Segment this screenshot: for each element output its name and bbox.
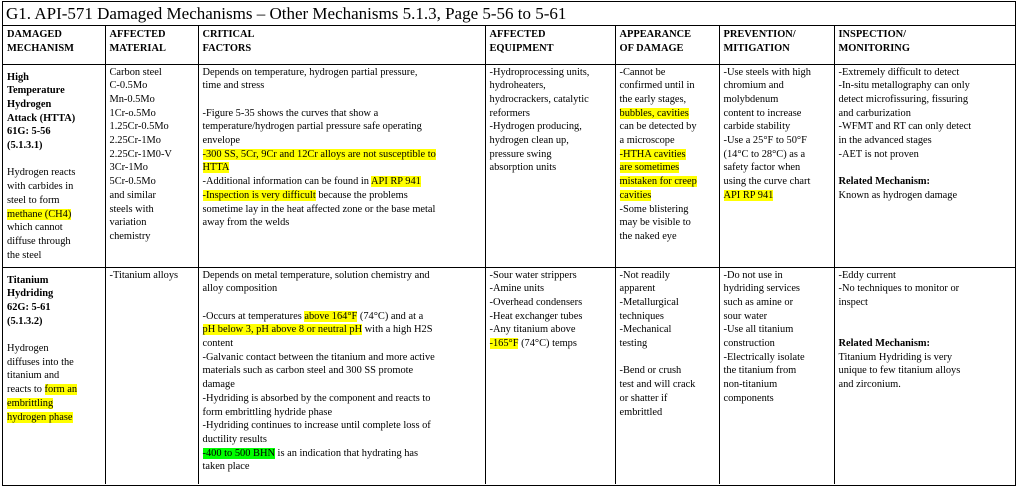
text-line: -Electrically isolate — [723, 351, 805, 363]
highlight: are sometimes — [619, 162, 680, 174]
text-line: (5.1.3.2) — [7, 315, 43, 327]
text-line: Attack (HTTA) — [7, 112, 76, 124]
text-line: 1.25Cr-0.5Mo — [109, 121, 169, 133]
text-line: can be detected by — [619, 121, 697, 133]
text-line: 2.25Cr-1M0-V — [109, 148, 172, 160]
text-line: components — [723, 392, 774, 404]
text-line: C-0.5Mo — [109, 80, 148, 92]
text-line — [203, 189, 482, 203]
highlight: cavities — [619, 189, 652, 201]
mechanism-cell — [3, 64, 105, 267]
text-line: titanium and — [7, 370, 60, 382]
text-line — [7, 397, 102, 411]
text-line — [7, 208, 102, 222]
header-row — [3, 26, 1015, 64]
text-line: Hydrogen — [7, 343, 49, 354]
text-line: -Hydriding is absorbed by the component and reacts to — [202, 392, 431, 404]
text-line — [490, 337, 612, 351]
text-line: and similar — [109, 189, 156, 201]
text-line: -Mechanical — [619, 324, 672, 336]
damage-mechanism-table — [3, 26, 1015, 484]
text-line: steel to form — [7, 194, 60, 206]
text-line: Carbon steel — [109, 66, 162, 78]
material-cell — [105, 64, 198, 267]
highlight: API RP 941 — [371, 176, 421, 188]
highlight: pH below 3, pH above 8 or neutral pH — [202, 324, 363, 336]
text-line: MONITORING — [838, 42, 910, 54]
text-line: -In-situ metallography can only — [838, 80, 970, 92]
text-line: the titanium from — [723, 365, 797, 377]
text-line: Hydrogen — [7, 98, 52, 110]
text-line: FACTORS — [202, 42, 252, 54]
text-line: Depends on temperature, hydrogen partial pressure, — [202, 66, 418, 78]
text-line: content — [202, 338, 234, 349]
text-line: in the advanced stages — [838, 135, 932, 147]
text-line: Hydriding — [7, 288, 54, 300]
mechanism-cell — [3, 267, 105, 484]
text-line: -Do not use in — [723, 269, 783, 281]
text-line: AFFECTED — [109, 29, 166, 40]
text-line: High — [7, 71, 29, 83]
text-line: Depends on metal temperature, solution chemistry and — [202, 269, 430, 281]
text-line — [620, 148, 716, 162]
text-line: -Any titanium above — [489, 324, 576, 336]
text-line: 62G: 5-61 — [7, 301, 51, 313]
text-line: temperature/hydrogen partial pressure safe operating — [202, 121, 422, 133]
text-line: AFFECTED — [489, 29, 546, 40]
spacer — [839, 161, 1013, 175]
text-line: -Hydrogen producing, — [489, 121, 582, 133]
equipment-cell — [485, 64, 615, 267]
text-line: because the problems — [315, 189, 408, 201]
highlight: methane (CH4) — [7, 208, 72, 220]
text-line: sometime lay in the heat affected zone or the base metal — [202, 203, 436, 215]
factors-cell — [198, 267, 485, 484]
text-line: -Galvanic contact between the titanium and more active — [202, 351, 435, 363]
text-line: apparent — [619, 283, 656, 295]
text-line: Temperature — [7, 85, 65, 97]
text-line: with a high H2S — [362, 324, 433, 336]
text-line — [203, 323, 482, 337]
text-line: pressure swing — [489, 148, 552, 160]
page-title: G1. API-571 Damaged Mechanisms – Other Mechanisms 5.1.3, Page 5-56 to 5-61 — [3, 2, 1015, 26]
highlight: mistaken for creep — [619, 176, 697, 188]
text-line: -Use steels with high — [723, 66, 811, 78]
text-line: alloy composition — [202, 283, 278, 295]
header-inspection-monitoring — [834, 26, 1015, 64]
text-line: diffuse through — [7, 235, 71, 247]
table-row — [3, 267, 1015, 484]
spacer — [203, 296, 482, 310]
highlight: -300 SS, 5Cr, 9Cr and 12Cr alloys are not susceptible to — [202, 148, 436, 160]
highlight: -HTHA cavities — [619, 148, 686, 160]
text-line: ductility results — [202, 433, 267, 445]
related-mechanism-label: Related Mechanism: — [838, 176, 930, 188]
text-line: 1Cr-o.5Mo — [109, 107, 156, 119]
appearance-cell — [615, 64, 719, 267]
factors-cell — [198, 64, 485, 267]
highlight: hydrogen phase — [7, 411, 73, 423]
prevention-cell — [719, 267, 834, 484]
text-line: -Metallurgical — [619, 296, 679, 308]
text-line: Titanium Hydriding is very — [838, 351, 953, 363]
spacer — [839, 310, 1013, 324]
text-line: (14°C to 28°C) as a — [723, 148, 806, 160]
highlight: API RP 941 — [723, 189, 774, 201]
text-line: chemistry — [109, 230, 151, 242]
text-line: 61G: 5-56 — [7, 126, 51, 138]
text-line: time and stress — [202, 80, 265, 92]
header-critical-factors — [198, 26, 485, 64]
text-line: Mn-0.5Mo — [109, 93, 155, 105]
text-line: -Heat exchanger tubes — [489, 310, 583, 322]
equipment-cell — [485, 267, 615, 484]
text-line — [203, 310, 482, 324]
text-line: variation — [109, 217, 147, 229]
highlight: -400 to 500 BHN — [202, 447, 275, 459]
text-line: -Overhead condensers — [489, 296, 583, 308]
text-line: form embrittling hydride phase — [202, 406, 333, 418]
text-line: -No techniques to monitor or — [838, 283, 960, 295]
header-affected-equipment — [485, 26, 615, 64]
document-page — [2, 1, 1016, 486]
text-line: and zirconium. — [838, 379, 901, 391]
text-line — [203, 161, 482, 175]
text-line: -Figure 5-35 shows the curves that show a — [202, 107, 379, 119]
text-line: hydriding services — [723, 283, 800, 295]
text-line: such as amine or — [723, 296, 794, 308]
text-line: MITIGATION — [723, 42, 790, 54]
text-line: reformers — [489, 107, 530, 119]
text-line: -Amine units — [489, 283, 545, 295]
text-line: taken place — [202, 461, 250, 473]
text-line: -Not readily — [619, 269, 670, 281]
text-line: Titanium — [7, 274, 49, 286]
text-line: DAMAGED — [7, 29, 62, 40]
text-line: chromium and — [723, 80, 784, 92]
spacer — [620, 351, 716, 365]
text-line: -Some blistering — [619, 203, 689, 215]
spacer — [7, 328, 102, 342]
text-line: diffuses into the — [7, 356, 74, 368]
text-line — [7, 383, 102, 397]
text-line: -Titanium alloys — [109, 269, 179, 281]
text-line: (5.1.3.1) — [7, 140, 43, 152]
text-line: absorption units — [489, 162, 557, 174]
spacer — [839, 323, 1013, 337]
text-line: away from the welds — [202, 217, 290, 229]
text-line: is an indication that hydrating has — [274, 447, 419, 459]
text-line: Known as hydrogen damage — [838, 189, 958, 201]
text-line — [620, 175, 716, 189]
highlight: form an — [44, 384, 78, 396]
text-line: 2.25Cr-1Mo — [109, 135, 161, 147]
text-line: test and will crack — [619, 379, 696, 391]
text-line: EQUIPMENT — [489, 42, 554, 54]
text-line — [203, 175, 482, 189]
text-line: MECHANISM — [7, 42, 74, 54]
text-line: -Sour water strippers — [489, 269, 577, 281]
text-line: a microscope — [619, 135, 675, 147]
text-line — [7, 411, 102, 425]
highlight: bubbles, cavities — [619, 107, 689, 119]
header-prevention-mitigation — [719, 26, 834, 64]
text-line: techniques — [619, 310, 664, 322]
text-line: -Eddy current — [838, 269, 896, 281]
text-line — [620, 161, 716, 175]
text-line: steels with — [109, 203, 154, 215]
text-line: and carburization — [838, 107, 911, 119]
inspection-cell — [834, 64, 1015, 267]
text-line: reacts to — [7, 384, 45, 396]
text-line: the steel — [7, 249, 42, 261]
text-line: the early stages, — [619, 93, 687, 105]
header-appearance-of-damage — [615, 26, 719, 64]
text-line: -Use a 25°F to 50°F — [723, 135, 807, 147]
text-line: may be visible to — [619, 217, 691, 229]
text-line: -Use all titanium — [723, 324, 794, 336]
text-line: (74°C) and at a — [357, 310, 424, 322]
text-line: sour water — [723, 310, 768, 322]
text-line — [620, 107, 716, 121]
highlight: -165°F — [489, 338, 519, 350]
text-line: hydroheaters, — [489, 80, 546, 92]
text-line: molybdenum — [723, 93, 779, 105]
text-line: APPEARANCE — [619, 29, 692, 40]
related-mechanism-label: Related Mechanism: — [838, 337, 930, 349]
text-line: -Hydriding continues to increase until complete loss of — [202, 420, 431, 432]
spacer — [203, 93, 482, 107]
text-line: construction — [723, 338, 775, 350]
text-line: hydrogen clean up, — [489, 135, 569, 147]
text-line: MATERIAL — [109, 42, 166, 54]
text-line: envelope — [202, 135, 241, 146]
text-line — [620, 189, 716, 203]
appearance-cell — [615, 267, 719, 484]
text-line: CRITICAL — [202, 29, 255, 40]
text-line: carbide stability — [723, 121, 791, 133]
text-line: OF DAMAGE — [619, 42, 684, 54]
table-row — [3, 64, 1015, 267]
text-line: which cannot — [7, 222, 63, 234]
highlight: above 164°F — [304, 310, 358, 322]
text-line: confirmed until in — [619, 80, 695, 92]
text-line: inspect — [838, 296, 868, 308]
text-line: hydrocrackers, catalytic — [489, 93, 589, 105]
text-line: -Cannot be — [619, 66, 666, 78]
text-line: -Extremely difficult to detect — [838, 66, 960, 78]
text-line: using the curve chart — [723, 176, 811, 188]
text-line — [203, 447, 482, 461]
material-cell — [105, 267, 198, 484]
header-affected-material — [105, 26, 198, 64]
text-line — [203, 148, 482, 162]
header-damaged-mechanism — [3, 26, 105, 64]
text-line: -AET is not proven — [838, 148, 919, 160]
text-line: (74°C) temps — [518, 338, 577, 350]
text-line: 5Cr-0.5Mo — [109, 176, 156, 188]
spacer — [7, 153, 102, 167]
text-line: damage — [202, 379, 235, 391]
text-line: testing — [619, 338, 648, 350]
highlight: embrittling — [7, 397, 54, 409]
text-line: -WFMT and RT can only detect — [838, 121, 972, 133]
text-line: embrittled — [619, 406, 663, 418]
text-line — [724, 189, 831, 203]
text-line: content to increase — [723, 107, 802, 119]
inspection-cell — [834, 267, 1015, 484]
text-line: non-titanium — [723, 379, 778, 391]
text-line: 3Cr-1Mo — [109, 162, 148, 174]
text-line: -Additional information can be found in — [202, 176, 372, 188]
text-line: materials such as carbon steel and 300 SS promote — [202, 365, 414, 377]
prevention-cell — [719, 64, 834, 267]
text-line: safety factor when — [723, 162, 801, 174]
text-line: unique to few titanium alloys — [838, 365, 961, 377]
text-line: or shatter if — [619, 392, 668, 404]
text-line: INSPECTION/ — [838, 29, 907, 40]
highlight: HTTA — [202, 162, 230, 174]
text-line: -Occurs at temperatures — [202, 310, 305, 322]
text-line: Hydrogen reacts — [7, 167, 76, 179]
text-line: PREVENTION/ — [723, 29, 796, 40]
text-line: -Hydroprocessing units, — [489, 66, 590, 78]
text-line: detect microfissuring, fissuring — [838, 93, 969, 105]
highlight: -Inspection is very difficult — [202, 189, 316, 201]
text-line: with carbides in — [7, 181, 74, 193]
text-line: -Bend or crush — [619, 365, 682, 377]
text-line: the naked eye — [619, 230, 677, 242]
